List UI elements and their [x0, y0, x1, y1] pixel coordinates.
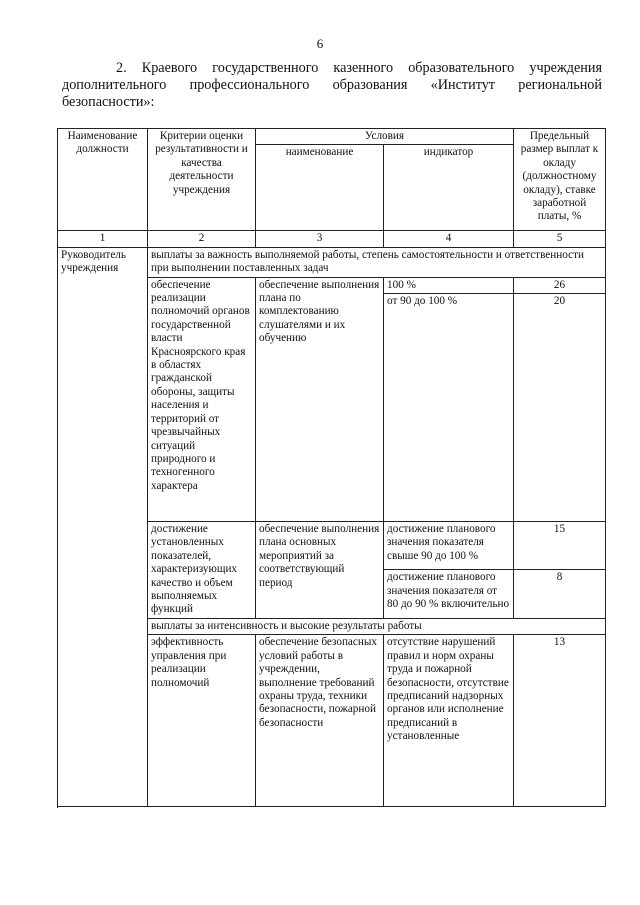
limit-value: 26 — [514, 277, 606, 293]
criterion-cell: эффективность управления при реализации полномочий — [148, 635, 256, 807]
section1-title: выплаты за важность выполняемой работы, степень самостоятельности и ответственности при выполнении поставленных задач — [148, 247, 606, 277]
column-numbers-row — [58, 231, 606, 247]
condition-cell: обеспечение безопасных условий работы в учреждении, выполнение требований охраны труда, техники безопасности, пожарной безопасности — [256, 635, 384, 807]
position-cell: Руководитель учреждения — [58, 247, 148, 806]
col-number: 4 — [384, 231, 514, 247]
section1-title-row — [58, 247, 606, 277]
page-number: 6 — [316, 36, 324, 51]
criterion-cell: обеспечение реализации полномочий органов государственной власти Красноярского края в областях гражданской обороны, защиты населения и территорий от чрезвычайных ситуаций природного и техногенного характера — [148, 277, 256, 521]
header-position: Наименование должности — [58, 129, 148, 231]
col-number: 5 — [514, 231, 606, 247]
header-limit: Предельный размер выплат к окладу (должностному окладу), ставке заработной платы, % — [514, 129, 606, 231]
header-conditions: Условия — [256, 129, 514, 145]
condition-cell: обеспечение выполнения плана по комплектованию слушателями и их обучению — [256, 277, 384, 521]
indicator-cell: отсутствие нарушений правил и норм охраны труда и пожарной безопасности, отсутствие предписаний надзорных органов или исполнение предписаний в установленные — [384, 635, 514, 807]
condition-cell: обеспечение выполнения плана основных мероприятий за соответствующий период — [256, 522, 384, 619]
limit-value: 13 — [514, 635, 606, 807]
col-number: 3 — [256, 231, 384, 247]
intro-paragraph: 2. Краевого государственного казенного образовательного учреждения дополнительного профессионального образования «Институт региональной безопасности»: — [62, 60, 602, 110]
section2-title: выплаты за интенсивность и высокие результаты работы — [148, 618, 606, 634]
indicator-cell: достижение планового значения показателя свыше 90 до 100 % — [384, 522, 514, 570]
indicator-cell: от 90 до 100 % — [384, 294, 514, 522]
payments-table — [57, 128, 606, 807]
indicator-cell: 100 % — [384, 277, 514, 293]
header-condition-name: наименование — [256, 145, 384, 231]
limit-value: 15 — [514, 522, 606, 570]
col-number: 2 — [148, 231, 256, 247]
col-number: 1 — [58, 231, 148, 247]
table-header-row — [58, 129, 606, 145]
limit-value: 8 — [514, 570, 606, 618]
header-condition-indicator: индикатор — [384, 145, 514, 231]
limit-value: 20 — [514, 294, 606, 522]
header-criteria: Критерии оценки результативности и качества деятельности учреждения — [148, 129, 256, 231]
criterion-cell: достижение установленных показателей, характеризующих качество и объем выполняемых функций — [148, 522, 256, 619]
indicator-cell: достижение планового значения показателя от 80 до 90 % включительно — [384, 570, 514, 618]
